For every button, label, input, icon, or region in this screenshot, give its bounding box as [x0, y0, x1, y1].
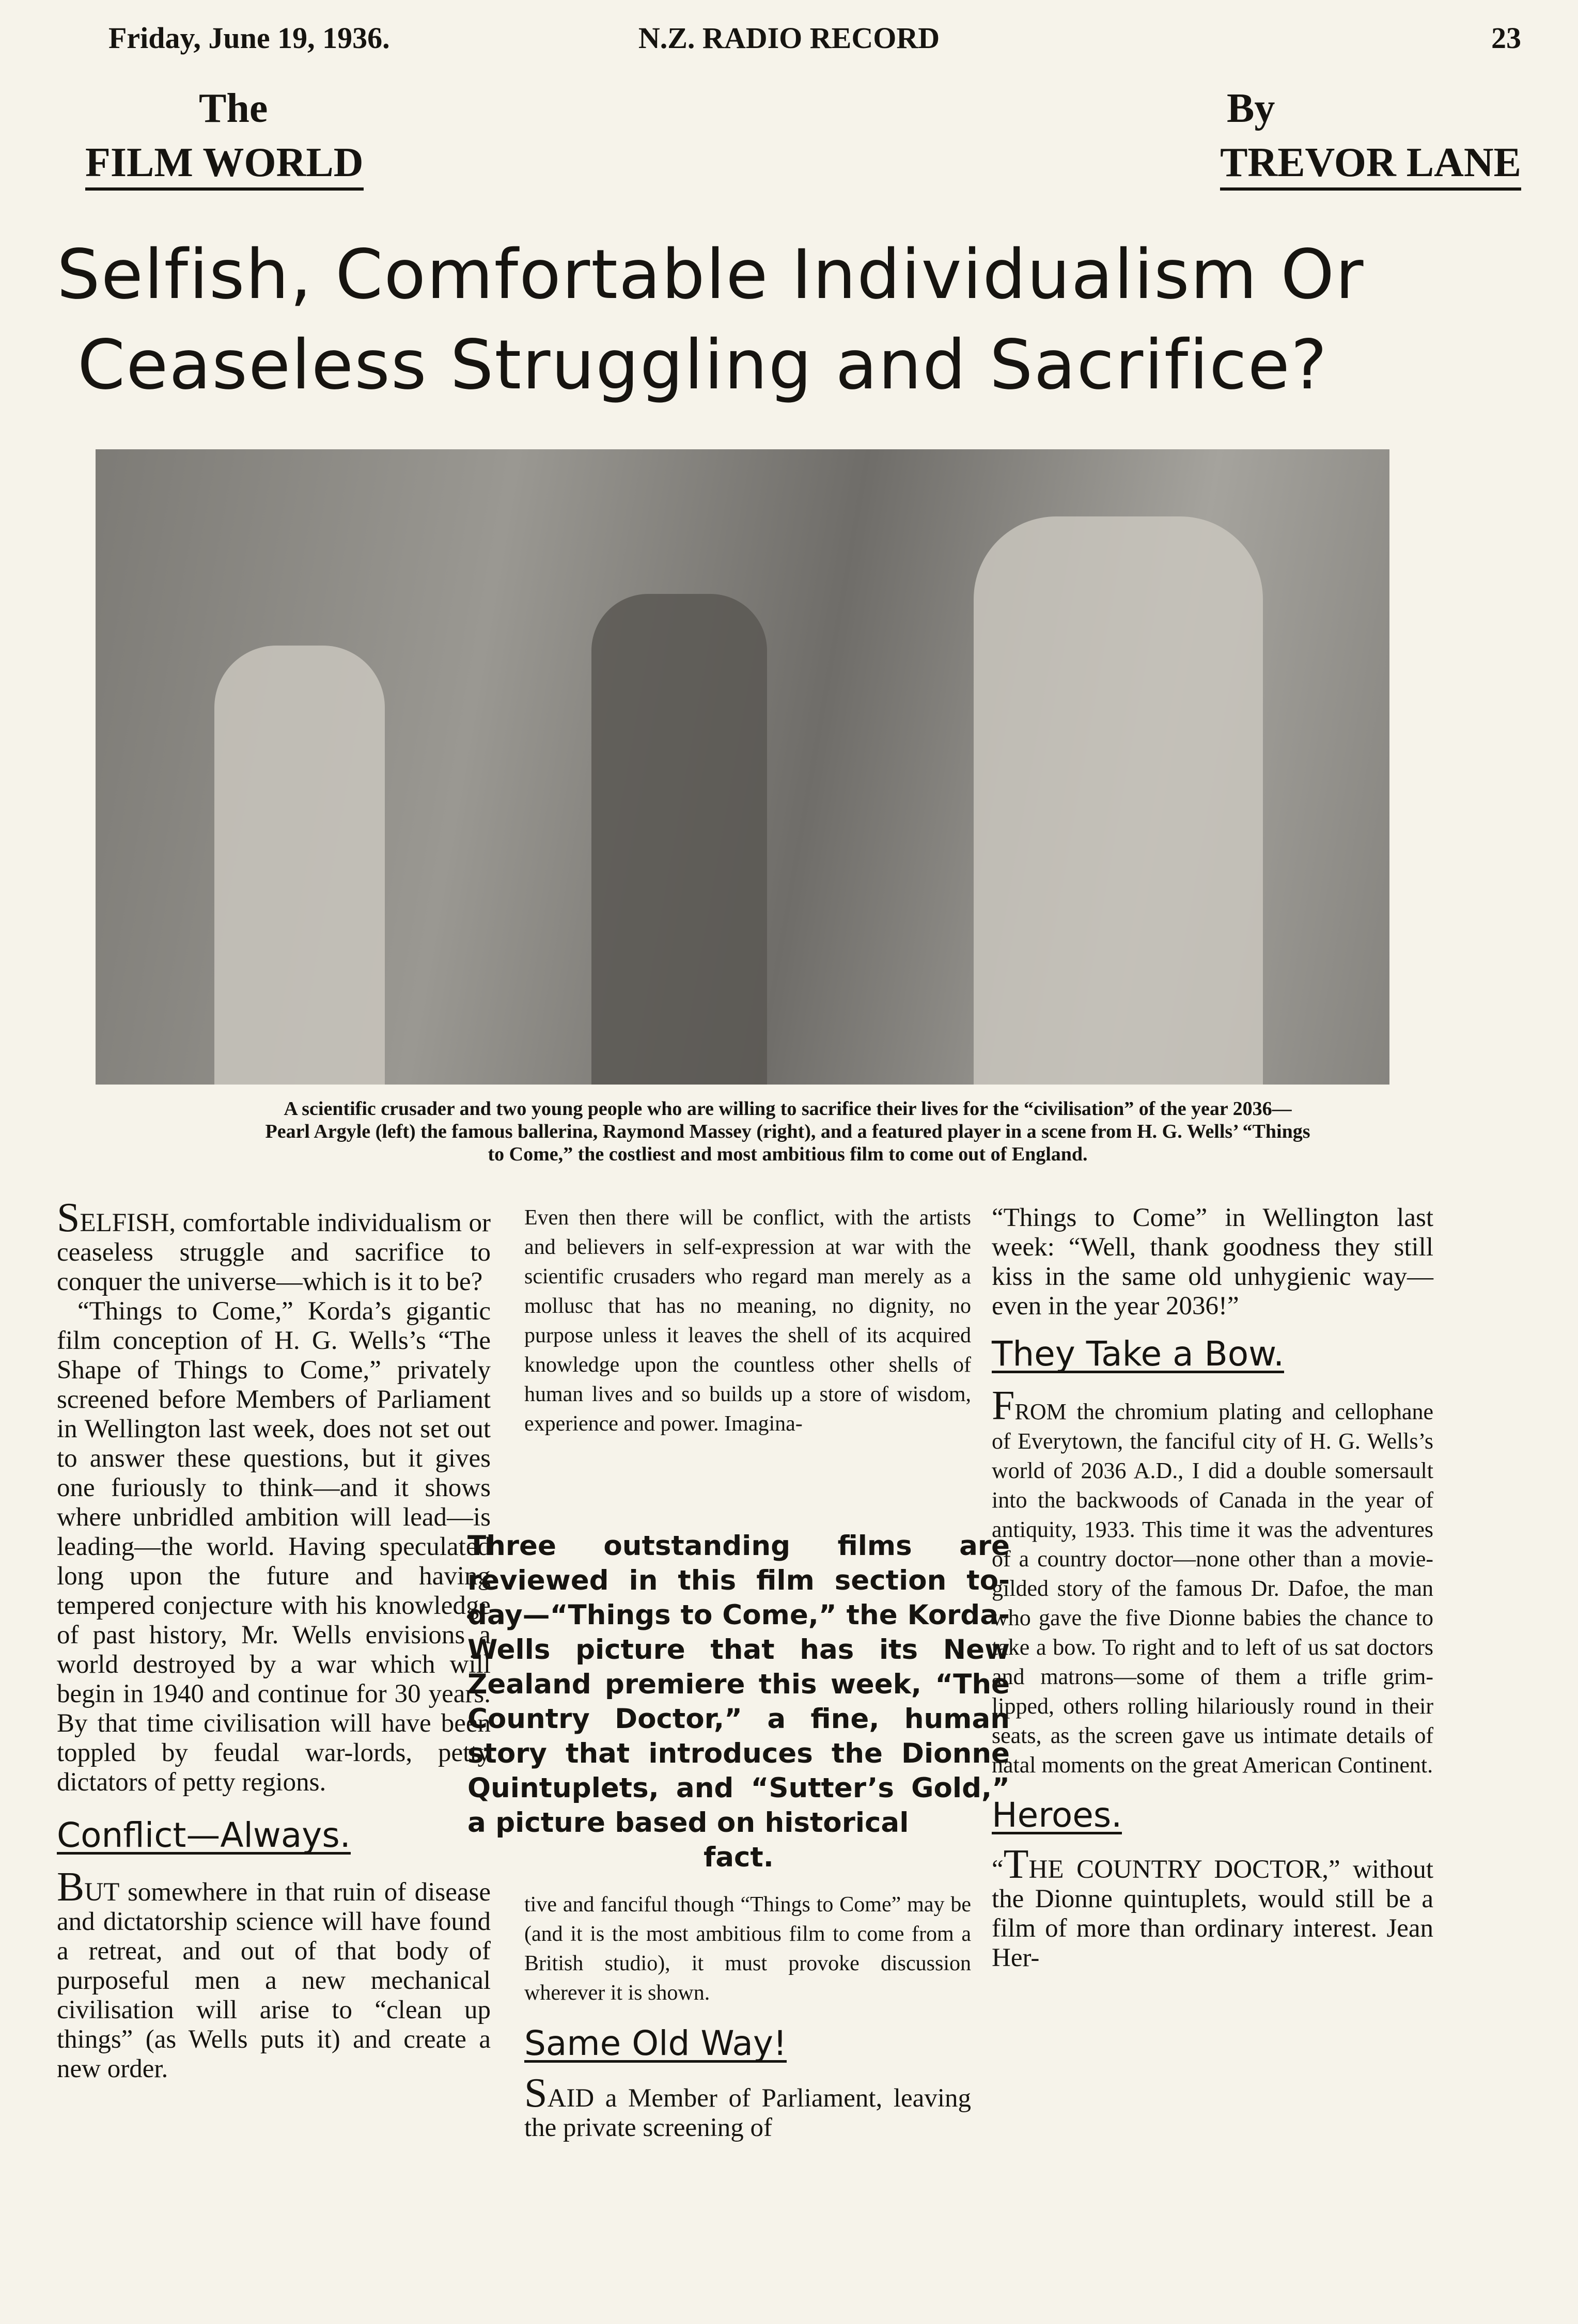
issue-date: Friday, June 19, 1936. [108, 21, 390, 55]
headline-line-2: Ceaseless Struggling and Sacrifice? [77, 325, 1328, 405]
byline-by: By [1227, 86, 1275, 131]
col3-paragraph-2-text: ROM the chromium plating and cellophane of Everytown, the fanciful city of H. G. Wells’s world of 2036 A.D., I did a double somersault into the backwoods of Canada in the year of antiquity, 1933. This time it was the adventures of a country doctor—none other than a movie-gilded story of the famous Dr. Dafoe, the man who gave the five Dionne babies the chance to take a bow. To right and to left of us sat doctors and matrons—some of them a trifle grim-lipped, others rolling hilariously round in their seats, as the screen gave us intimate details of natal moments on the great American Continent. [992, 1399, 1433, 1778]
subhead-conflict [57, 1815, 491, 1855]
photo-caption-line-2: Pearl Argyle (left) the famous ballerina, Raymond Massey (right), and a featured player in a scene from H. G. Wells’ “Things [265, 1121, 1310, 1142]
col2-paragraph-2: tive and fanciful though “Things to Come” may be (and it is the most ambitious film to come from a British studio), it must provoke discussion wherever it is shown. [524, 1893, 971, 2005]
pull-quote-last: fact. [704, 1842, 774, 1873]
figure-left [214, 646, 385, 1085]
byline-author-text: TREVOR LANE [1220, 140, 1521, 191]
col1-paragraph-3-text: UT somewhere in that ruin of disease and dictatorship science will have found a retreat, and out of that body of purposeful men a new mechanical civilisation will arise to “clean up things” (as Wells puts it) and create a new order. [57, 1878, 491, 2083]
publication-name: N.Z. RADIO RECORD [638, 21, 940, 55]
dropcap-s2: S [524, 2070, 548, 2116]
page-number: 23 [1491, 21, 1521, 55]
subhead-same-old-way [524, 2023, 971, 2063]
col3-paragraph-3-text: HE COUNTRY DOCTOR,” without the Dionne quintuplets, would still be a film of more than ordinary interest. Jean Her- [992, 1855, 1433, 1972]
section-kicker-title [85, 139, 364, 186]
subhead-same-old-way-text: Same Old Way! [524, 2023, 787, 2063]
photo-caption-line-3: to Come,” the costliest and most ambitious film to come out of England. [488, 1143, 1088, 1165]
headline-line-1: Selfish, Comfortable Individualism Or [57, 235, 1365, 315]
col3-paragraph-2 [992, 1383, 1433, 1780]
col1-paragraph-2: “Things to Come,” Korda’s gigantic film conception of H. G. Wells’s “The Shape of Things to Come,” privately screened before Members of Parliament in Wellington last week, does not set out to answer these questions, but it gives one furiously to think—and it shows where unbridled ambition will lead—is leading—the world. Having speculated long upon the future and having tempered conjecture with his knowledge of past history, Mr. Wells envisions a world destroyed by a war which will begin in 1940 and continue for 30 years. By that time civilisation will have been toppled by feudal war-lords, petty dictators of petty regions. [57, 1297, 491, 1797]
dropcap-t: T [1003, 1842, 1029, 1887]
col2-paragraph-3-text: AID a Member of Parliament, leaving the private screening of [524, 2084, 971, 2142]
section-kicker-the: The [199, 86, 268, 131]
section-kicker-title-text: FILM WORLD [85, 140, 364, 191]
col2-paragraph-1: Even then there will be conflict, with the artists and believers in self-expression at war with the scientific crusaders who regard man merely as a mollusc that has no meaning, no dignity, no purpose unless it leaves the shell of its acquired knowledge upon the countless other shells of human lives and so builds up a store of wisdom, experience and power. Imagina- [524, 1206, 971, 1436]
dropcap-b: B [57, 1864, 85, 1910]
subhead-they-take-a-bow [992, 1334, 1433, 1374]
dropcap-s: S [57, 1195, 80, 1240]
figure-right [974, 516, 1263, 1085]
subhead-they-take-a-bow-text: They Take a Bow. [992, 1334, 1285, 1374]
article-column-1 [57, 1195, 491, 2084]
byline-author [1220, 139, 1521, 186]
col1-paragraph-1-text: ELFISH, comfortable individualism or ceaseless struggle and sacrifice to conquer the universe—which is it to be? [57, 1208, 491, 1296]
photo-caption [67, 1097, 1508, 1166]
figure-center [591, 594, 767, 1085]
pull-quote-text: Three outstanding films are reviewed in this film section to-day—“Things to Come,” the Korda-Wells picture that has its New Zealand premiere this week, “The Country Doctor,” a fine, human story that introduces the Dionne Quintuplets, and “Sutter’s Gold,” a picture based on historical [467, 1530, 1010, 1839]
col3-paragraph-3: “THE COUNTRY DOCTOR,” without the Dionne quintuplets, would still be a film of more than ordinary interest. Jean Her- [992, 1842, 1433, 1972]
article-column-2-bottom [524, 1890, 971, 2143]
col1-paragraph-3 [57, 1864, 491, 2084]
subhead-heroes [992, 1795, 1433, 1835]
photo-caption-line-1: A scientific crusader and two young people who are willing to sacrifice their lives for the “civilisation” of the year 2036— [284, 1098, 1292, 1120]
col2-paragraph-3 [524, 2070, 971, 2143]
subhead-heroes-text: Heroes. [992, 1795, 1122, 1835]
col3-paragraph-1: “Things to Come” in Wellington last week: “Well, thank goodness they still kiss in the same old unhygienic way—even in the year 2036!” [992, 1203, 1433, 1321]
col1-paragraph-1 [57, 1195, 491, 1297]
subhead-conflict-text: Conflict—Always. [57, 1815, 351, 1855]
article-column-2-top [524, 1203, 971, 1439]
article-column-3 [992, 1203, 1433, 1973]
headline [57, 230, 1524, 411]
dropcap-f: F [992, 1383, 1015, 1428]
pull-quote [467, 1529, 1010, 1875]
film-still-photo [96, 449, 1389, 1085]
